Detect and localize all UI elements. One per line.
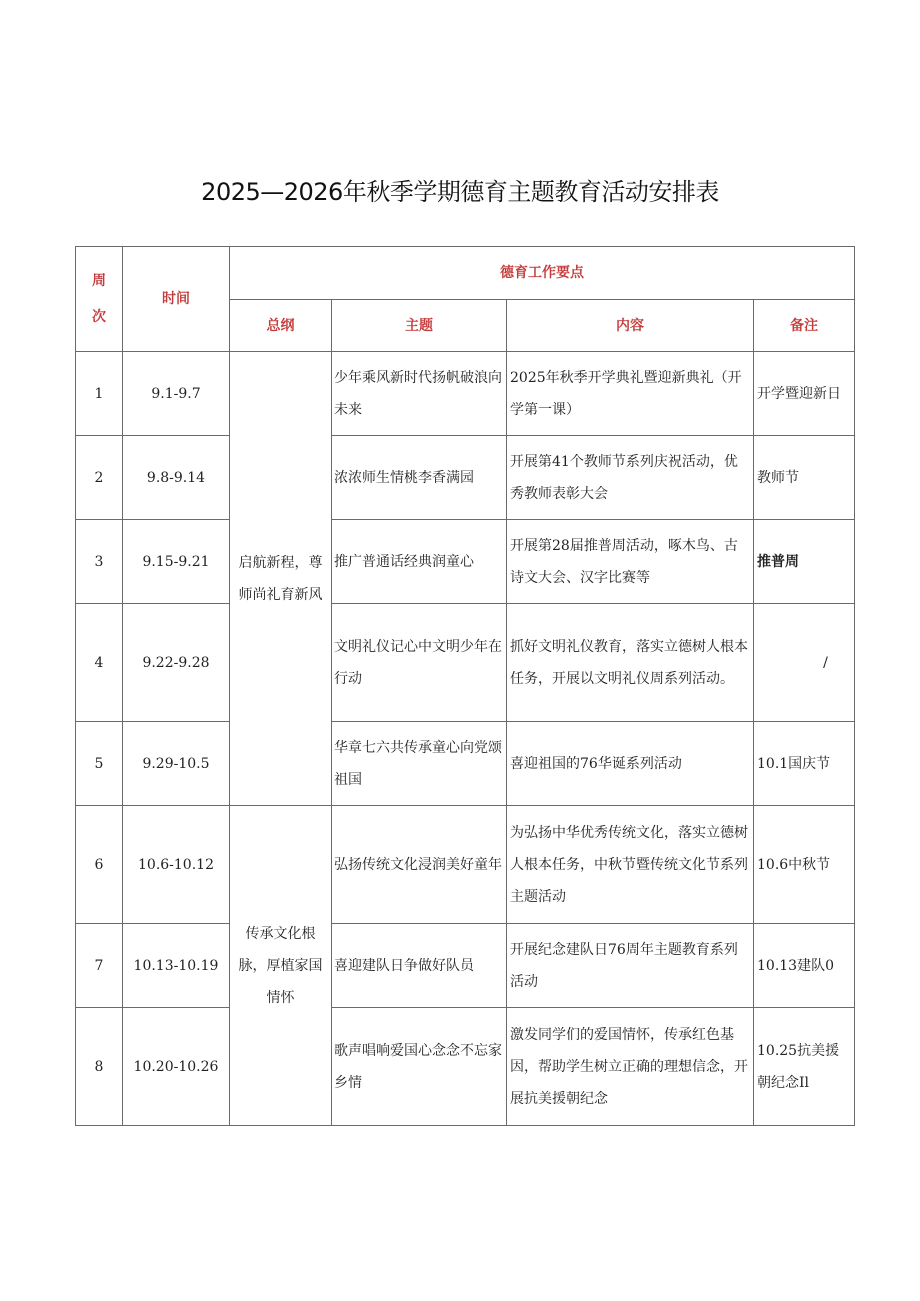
week-cell: 8 — [76, 1008, 123, 1126]
theme-cell: 文明礼仪记心中文明少年在行动 — [332, 604, 507, 722]
content-cell: 开展纪念建队日76周年主题教育系列活动 — [507, 924, 754, 1008]
theme-cell: 华章七六共传承童心向党颂祖国 — [332, 722, 507, 806]
header-row-1 — [76, 247, 855, 300]
table-row — [76, 924, 855, 1008]
time-cell: 9.1-9.7 — [123, 352, 230, 436]
header-note: 备注 — [754, 300, 855, 352]
time-cell: 9.8-9.14 — [123, 436, 230, 520]
note-cell: 推普周 — [754, 520, 855, 604]
theme-cell: 歌声唱响爱国心念念不忘家乡情 — [332, 1008, 507, 1126]
note-cell: 10.1国庆节 — [754, 722, 855, 806]
time-cell: 10.20-10.26 — [123, 1008, 230, 1126]
week-cell: 7 — [76, 924, 123, 1008]
theme-cell: 弘扬传统文化浸润美好童年 — [332, 806, 507, 924]
outline-cell: 传承文化根脉，厚植家国情怀 — [230, 806, 332, 1126]
table-row — [76, 1008, 855, 1126]
content-cell: 激发同学们的爱国情怀，传承红色基因，帮助学生树立正确的理想信念，开展抗美援朝纪念 — [507, 1008, 754, 1126]
time-cell: 9.22-9.28 — [123, 604, 230, 722]
table-row — [76, 436, 855, 520]
content-cell: 开展第41个教师节系列庆祝活动，优秀教师表彰大会 — [507, 436, 754, 520]
note-cell: / — [754, 604, 855, 722]
content-cell: 2025年秋季开学典礼暨迎新典礼（开学第一课） — [507, 352, 754, 436]
note-cell: 开学暨迎新日 — [754, 352, 855, 436]
table-row — [76, 352, 855, 436]
time-cell: 9.15-9.21 — [123, 520, 230, 604]
table-row — [76, 604, 855, 722]
content-cell: 开展第28届推普周活动，啄木鸟、古诗文大会、汉字比赛等 — [507, 520, 754, 604]
week-cell: 5 — [76, 722, 123, 806]
time-cell: 10.13-10.19 — [123, 924, 230, 1008]
theme-cell: 少年乘风新时代扬帆破浪向未来 — [332, 352, 507, 436]
week-cell: 3 — [76, 520, 123, 604]
header-time: 时间 — [123, 247, 230, 352]
week-cell: 4 — [76, 604, 123, 722]
theme-cell: 推广普通话经典润童心 — [332, 520, 507, 604]
time-cell: 10.6-10.12 — [123, 806, 230, 924]
content-cell: 喜迎祖国的76华诞系列活动 — [507, 722, 754, 806]
theme-cell: 浓浓师生情桃李香满园 — [332, 436, 507, 520]
header-key-points: 德育工作要点 — [230, 247, 855, 300]
week-cell: 1 — [76, 352, 123, 436]
activity-schedule-table — [75, 246, 855, 1126]
note-cell: 10.6中秋节 — [754, 806, 855, 924]
content-cell: 为弘扬中华优秀传统文化，落实立德树人根本任务，中秋节暨传统文化节系列主题活动 — [507, 806, 754, 924]
outline-cell: 启航新程，尊师尚礼育新风 — [230, 352, 332, 806]
note-cell: 教师节 — [754, 436, 855, 520]
page-title: 2025—2026年秋季学期德育主题教育活动安排表 — [201, 178, 719, 206]
header-week: 周次 — [76, 247, 123, 352]
table-row — [76, 520, 855, 604]
week-cell: 2 — [76, 436, 123, 520]
content-cell: 抓好文明礼仪教育，落实立德树人根本任务，开展以文明礼仪周系列活动。 — [507, 604, 754, 722]
theme-cell: 喜迎建队日争做好队员 — [332, 924, 507, 1008]
note-cell: 10.25抗美援朝纪念Il — [754, 1008, 855, 1126]
table-row — [76, 806, 855, 924]
header-content: 内容 — [507, 300, 754, 352]
header-theme: 主题 — [332, 300, 507, 352]
table-row — [76, 722, 855, 806]
header-outline: 总纲 — [230, 300, 332, 352]
week-cell: 6 — [76, 806, 123, 924]
time-cell: 9.29-10.5 — [123, 722, 230, 806]
note-cell: 10.13建队0 — [754, 924, 855, 1008]
